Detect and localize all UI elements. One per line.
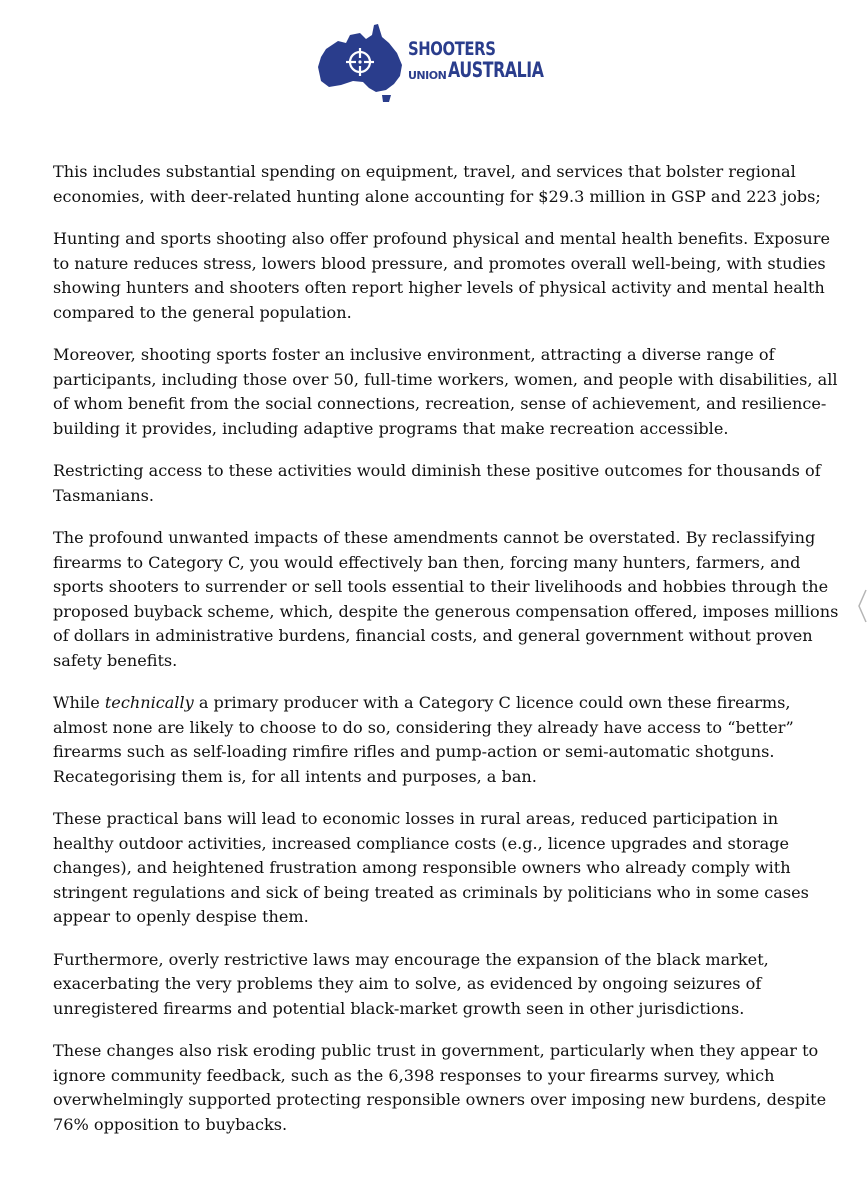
logo-line-union-australia (408, 60, 576, 81)
page-edge-chevron-icon (857, 588, 867, 624)
paragraph-category-c-rest: a primary producer with a Category C licence could own these firearms, almost none are likely to choose to do so, considering they already have access to “better” firearms such as self-loading rimfire rifles and pump-action or semi-automatic shotguns. Recategorising them is, for all intents and purposes, a ban. (53, 693, 794, 786)
paragraph-regional-economies: This includes substantial spending on equipment, travel, and services that bolster regional economies, with deer-related hunting alone accounting for $29.3 million in GSP and 223 jobs; (53, 162, 821, 206)
paragraph-practical-bans: These practical bans will lead to economic losses in rural areas, reduced participation in healthy outdoor activities, increased compliance costs (e.g., licence upgrades and storage changes), and heightened frustration among responsible owners who already comply with stringent regulations and sick of being treated as criminals by politicians who in some cases appear to openly despise them. (53, 809, 809, 926)
paragraph-black-market: Furthermore, overly restrictive laws may encourage the expansion of the black market, exacerbating the very problems they aim to solve, as evidenced by ongoing seizures of unregistered firearms and potential black-market growth seen in other jurisdictions. (53, 949, 769, 1018)
paragraph-unwanted-impacts: The profound unwanted impacts of these amendments cannot be overstated. By reclassifying firearms to Category C, you would effectively ban then, forcing many hunters, farmers, and sports shooters to surrender or sell tools essential to their livelihoods and hobbies through the proposed buyback scheme, which, despite the generous compensation offered, imposes millions of dollars in administrative burdens, financial costs, and general government without proven safety benefits. (53, 528, 839, 670)
paragraph-category-c-start: While (53, 693, 105, 712)
logo-line-shooters: SHOOTERS (408, 38, 496, 60)
shooters-union-australia-logo (316, 22, 561, 104)
paragraph-category-c (53, 691, 843, 789)
paragraph-public-trust: These changes also risk eroding public trust in government, particularly when they appear to ignore community feedback, such as the 6,398 responses to your firearms survey, which overwhelmingly supported protecting responsible owners over imposing new burdens, despite 76% opposition to buybacks. (53, 1041, 827, 1134)
emphasis-technically: technically (104, 693, 194, 712)
paragraph-restricting-access: Restricting access to these activities would diminish these positive outcomes for thousands of Tasmanians. (53, 461, 821, 505)
paragraph-health-benefits: Hunting and sports shooting also offer profound physical and mental health benefits. Exposure to nature reduces stress, lowers blood pressure, and promotes overall well-being, with studies showing hunters and shooters often report higher levels of physical activity and mental health compared to the general population. (53, 229, 831, 322)
logo-wordmark (408, 40, 576, 81)
paragraph-inclusive-environment: Moreover, shooting sports foster an inclusive environment, attracting a diverse range of participants, including those over 50, full-time workers, women, and people with disabilities, all of whom benefit from the social connections, recreation, sense of achievement, and resilience-building it provides, including adaptive programs that make recreation accessible. (53, 345, 838, 438)
australia-map-crosshair-icon (316, 22, 408, 104)
logo-word-union: UNION (408, 69, 447, 82)
document-body (53, 160, 843, 1155)
logo-word-australia: AUSTRALIA (448, 58, 544, 82)
